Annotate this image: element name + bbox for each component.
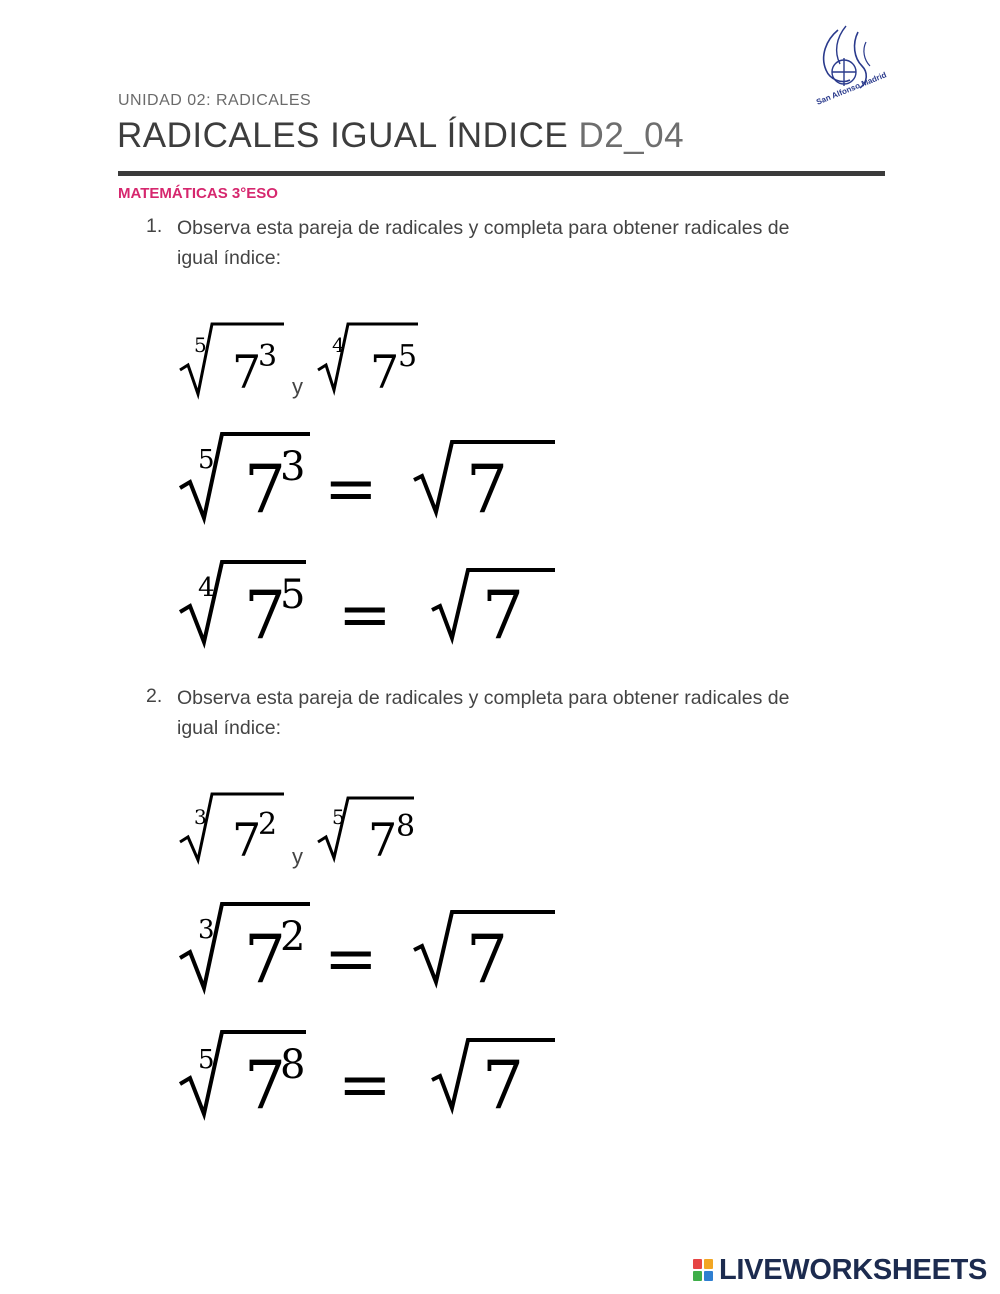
q2-eq1-exp: 2 (280, 914, 306, 960)
q2-eq1-base: 7 (244, 921, 286, 998)
q2-eq2-index: 5 (198, 1045, 215, 1075)
liveworksheets-grid-icon (693, 1259, 713, 1281)
q1-pair-radical-b (318, 324, 418, 399)
subject-label: MATEMÁTICAS 3°ESO (118, 185, 278, 202)
q1-pair-a-exp: 3 (258, 339, 278, 374)
q2-eq1-index: 3 (198, 915, 215, 945)
school-logo (808, 22, 888, 107)
question-2-text: Observa esta pareja de radicales y completa para obtener radicales de igual índice: (177, 687, 790, 739)
q2-pair-a-base: 7 (232, 813, 262, 867)
q1-eq1-index: 5 (198, 445, 215, 475)
q2-eq2-base: 7 (244, 1047, 286, 1124)
question-1-number: 1. (146, 215, 163, 237)
question-2-math (170, 782, 600, 1127)
liveworksheets-logo[interactable] (693, 1255, 987, 1285)
q1-eq2-equals: = (338, 578, 392, 652)
q1-eq2-index: 4 (198, 573, 215, 603)
q1-pair-b-exp: 5 (398, 339, 418, 374)
unit-label: UNIDAD 02: RADICALES (118, 92, 312, 109)
q1-eq1-exp: 3 (280, 444, 306, 490)
q1-pair-a-base: 7 (232, 345, 262, 399)
q2-eq1-equals: = (324, 922, 378, 996)
q1-pair-radical-a (180, 324, 284, 399)
title-code: D2_04 (578, 116, 685, 155)
q1-eq1-equals: = (324, 452, 378, 526)
question-2-number: 2. (146, 685, 163, 707)
page-title (117, 116, 684, 156)
q2-pair-b-index: 5 (332, 805, 345, 829)
q1-pair-b-index: 4 (332, 333, 345, 357)
logo-caption: San Alfonso Madrid (815, 70, 888, 107)
q2-pair-radical-b (318, 798, 415, 867)
q2-eq2-equals: = (338, 1048, 392, 1122)
q2-pair-radical-a (180, 794, 284, 867)
q1-eq1-base: 7 (244, 451, 286, 528)
q2-eq1-rhs-base: 7 (466, 921, 508, 998)
q2-pair-a-index: 3 (194, 805, 207, 829)
title-divider (118, 171, 885, 176)
q2-eq2-rhs-base: 7 (482, 1047, 524, 1124)
title-main: RADICALES IGUAL ÍNDICE (117, 116, 569, 155)
q2-eq2-exp: 8 (280, 1042, 306, 1088)
q1-equation-2 (180, 562, 555, 654)
q2-equation-2 (180, 1032, 555, 1124)
q1-pair-b-base: 7 (370, 345, 400, 399)
q1-eq2-rhs-base: 7 (482, 577, 524, 654)
q2-pair-b-exp: 8 (396, 809, 416, 844)
q2-equation-1 (180, 904, 555, 998)
q1-eq2-exp: 5 (280, 572, 306, 618)
q1-equation-1 (180, 434, 555, 528)
q2-pair-a-exp: 2 (258, 807, 278, 842)
q1-pair-a-index: 5 (194, 333, 207, 357)
liveworksheets-brand: LIVEWORKSHEETS (719, 1253, 988, 1286)
q1-eq1-rhs-base: 7 (466, 451, 508, 528)
question-1-math (170, 310, 600, 655)
q1-eq2-base: 7 (244, 577, 286, 654)
q2-pair-b-base: 7 (368, 813, 398, 867)
question-1-text: Observa esta pareja de radicales y completa para obtener radicales de igual índice: (177, 217, 790, 269)
q2-pair-connector: y (292, 844, 303, 869)
q1-pair-connector: y (292, 374, 303, 399)
